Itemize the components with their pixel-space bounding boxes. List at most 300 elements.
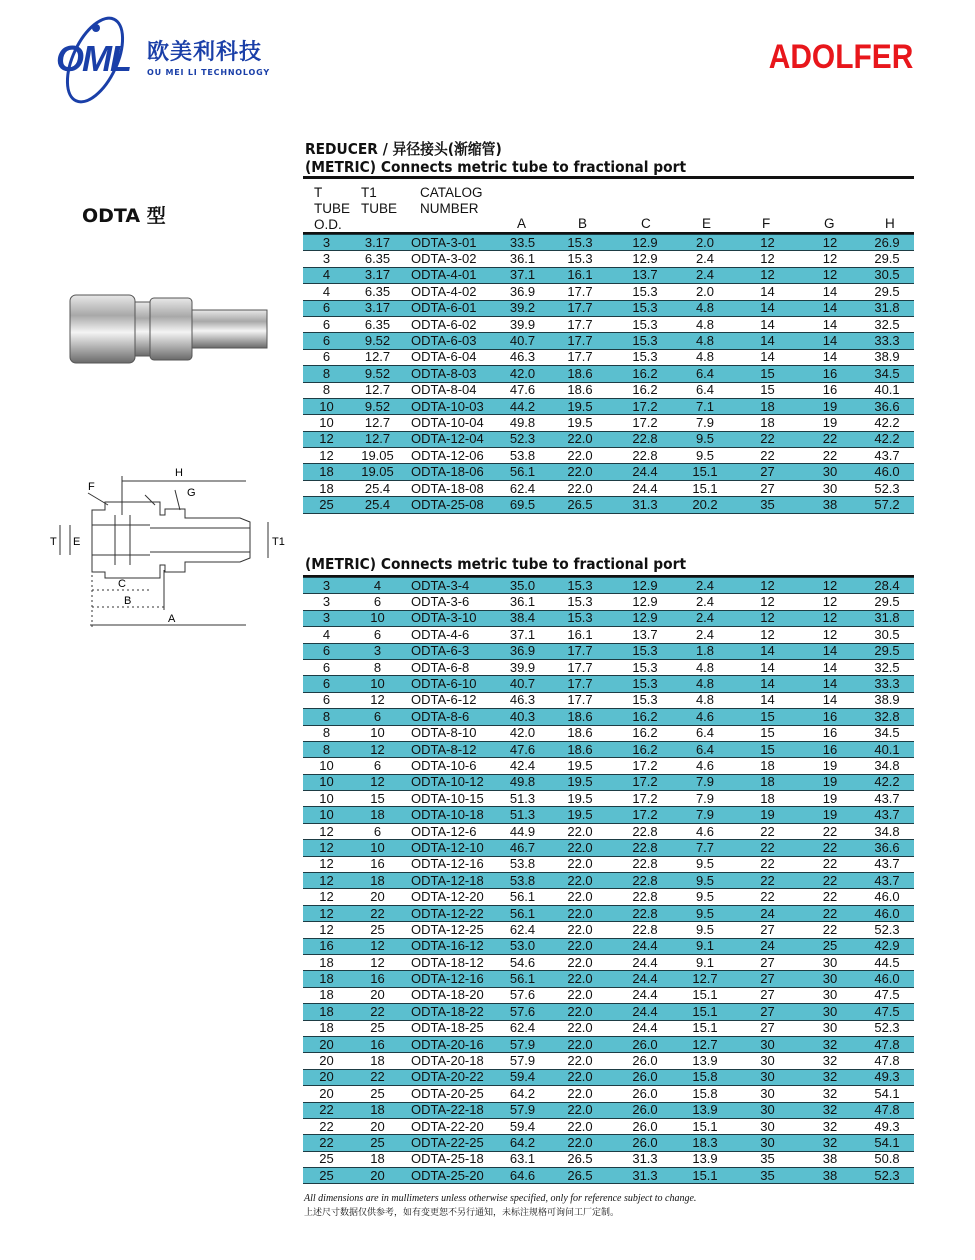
cell-g: 22	[822, 447, 838, 463]
cell-c: 24.4	[615, 1004, 675, 1020]
cell-e: 20.2	[675, 497, 735, 513]
cell-b: 19.5	[567, 414, 593, 430]
cell-t: 12	[319, 889, 334, 905]
table-row	[303, 938, 914, 954]
cell-b: 26.5	[545, 1168, 615, 1184]
cell-f: 14	[760, 349, 775, 365]
cell-t1: 3.17	[350, 300, 405, 316]
cell-f: 12	[735, 235, 800, 251]
cell-h: 36.6	[860, 840, 914, 856]
cell-t: 12	[319, 921, 334, 937]
cell-g: 14	[822, 692, 838, 708]
cell-g: 16	[822, 725, 838, 741]
cell-f: 27	[760, 987, 775, 1003]
cell-catalog-number: ODTA-8-04	[411, 382, 477, 398]
label-a: A	[168, 613, 176, 625]
cell-f: 18	[760, 790, 775, 806]
cell-c: 22.8	[615, 873, 675, 889]
cell-h: 43.7	[860, 807, 914, 823]
cell-a: 62.4	[509, 480, 536, 496]
cell-g: 30	[800, 464, 860, 480]
fitting-photo	[65, 290, 275, 370]
cell-a: 46.3	[509, 692, 536, 708]
table-row	[303, 856, 914, 872]
cell-a: 53.8	[500, 873, 545, 889]
cell-t1: 22	[350, 905, 405, 921]
cell-b: 22.0	[545, 938, 615, 954]
cell-h: 52.3	[874, 1020, 900, 1036]
cell-t1: 12.7	[364, 382, 391, 398]
cell-t: 25	[303, 1168, 350, 1184]
cell-f: 19	[735, 807, 800, 823]
cell-a: 39.9	[509, 659, 536, 675]
cell-c: 16.2	[632, 725, 658, 741]
table-row	[303, 791, 914, 807]
cell-e: 18.3	[675, 1135, 735, 1151]
table-row	[303, 1053, 914, 1069]
cell-g: 12	[800, 235, 860, 251]
cell-t: 18	[319, 987, 334, 1003]
cell-h: 47.8	[860, 1036, 914, 1052]
cell-e: 2.4	[695, 251, 715, 267]
cell-a: 56.1	[509, 889, 536, 905]
cell-f: 14	[735, 300, 800, 316]
cell-c: 13.7	[615, 267, 675, 283]
cell-f: 27	[735, 1004, 800, 1020]
cell-a: 44.9	[509, 823, 536, 839]
cell-f: 22	[735, 431, 800, 447]
cell-b: 22.0	[567, 1020, 593, 1036]
cell-g: 38	[822, 1151, 838, 1167]
header-catalog-line: CATALOG	[420, 185, 483, 200]
cell-t: 6	[303, 333, 350, 349]
cell-e: 12.7	[675, 1036, 735, 1052]
cell-t1: 6.35	[364, 316, 391, 332]
cell-e: 7.9	[675, 807, 735, 823]
cell-h: 33.3	[860, 333, 914, 349]
cell-a: 46.7	[500, 840, 545, 856]
cell-c: 17.2	[632, 414, 658, 430]
cell-e: 13.9	[675, 1102, 735, 1118]
cell-b: 17.7	[567, 659, 593, 675]
table-row	[303, 1036, 914, 1052]
cell-c: 17.2	[632, 757, 658, 773]
cell-e: 15.1	[675, 1004, 735, 1020]
cell-catalog-number: ODTA-18-08	[411, 480, 484, 496]
cell-f: 30	[735, 1102, 800, 1118]
cell-catalog-number: ODTA-4-01	[405, 267, 500, 283]
cell-a: 46.3	[509, 349, 536, 365]
cell-a: 35.0	[500, 578, 545, 594]
cell-f: 12	[735, 610, 800, 626]
cell-a: 36.1	[509, 251, 536, 267]
cell-f: 14	[735, 333, 800, 349]
table-row	[303, 1069, 914, 1085]
cell-c: 24.4	[615, 938, 675, 954]
cell-t: 12	[319, 856, 334, 872]
cell-g: 12	[800, 267, 860, 283]
cell-catalog-number: ODTA-16-12	[405, 938, 500, 954]
cell-h: 57.2	[860, 497, 914, 513]
table-row	[303, 922, 914, 938]
cell-h: 34.8	[874, 757, 900, 773]
cell-catalog-number: ODTA-10-04	[411, 414, 484, 430]
cell-h: 32.5	[874, 659, 900, 675]
cell-t: 6	[322, 316, 331, 332]
cell-b: 19.5	[545, 398, 615, 414]
cell-a: 62.4	[509, 1020, 536, 1036]
cell-h: 44.5	[874, 954, 900, 970]
cell-e: 4.6	[695, 823, 715, 839]
cell-t1: 18	[350, 1102, 405, 1118]
cell-t1: 16	[370, 856, 385, 872]
cell-e: 9.5	[695, 921, 715, 937]
cell-e: 4.8	[695, 316, 715, 332]
cell-f: 12	[760, 251, 775, 267]
cell-t1: 18	[370, 1053, 385, 1069]
table-row	[303, 398, 914, 414]
cell-catalog-number: ODTA-12-16	[405, 971, 500, 987]
cell-catalog-number: ODTA-10-6	[411, 757, 477, 773]
cell-h: 49.3	[860, 1069, 914, 1085]
table-row	[303, 987, 914, 1003]
label-c: C	[118, 578, 126, 590]
cell-t: 18	[303, 971, 350, 987]
cell-t: 12	[303, 873, 350, 889]
table-row	[303, 431, 914, 447]
cell-e: 7.9	[695, 790, 715, 806]
cell-f: 18	[735, 398, 800, 414]
cell-catalog-number: ODTA-25-20	[405, 1168, 500, 1184]
cell-a: 39.9	[509, 316, 536, 332]
table-row	[303, 741, 914, 757]
table-row	[303, 251, 914, 267]
cell-t: 4	[303, 267, 350, 283]
table-row	[303, 971, 914, 987]
cell-a: 69.5	[500, 497, 545, 513]
cell-h: 40.1	[860, 741, 914, 757]
cell-catalog-number: ODTA-18-12	[411, 954, 484, 970]
cell-b: 15.3	[567, 251, 593, 267]
cell-c: 17.2	[615, 807, 675, 823]
cell-g: 16	[800, 741, 860, 757]
metric-fractional-table-1	[303, 234, 914, 514]
cell-f: 12	[735, 578, 800, 594]
cell-a: 49.8	[509, 414, 536, 430]
cell-t1: 10	[370, 725, 385, 741]
cell-f: 15	[735, 709, 800, 725]
cell-catalog-number: ODTA-18-25	[411, 1020, 484, 1036]
cell-a: 49.8	[500, 774, 545, 790]
cell-f: 30	[735, 1135, 800, 1151]
cell-b: 22.0	[545, 1102, 615, 1118]
cell-h: 42.2	[874, 414, 900, 430]
cell-e: 9.5	[695, 856, 715, 872]
cell-c: 24.4	[632, 1020, 658, 1036]
cell-t1: 15	[370, 790, 385, 806]
cell-t: 18	[319, 954, 334, 970]
table-row	[303, 1004, 914, 1020]
cell-c: 31.3	[615, 497, 675, 513]
cell-t: 3	[322, 251, 331, 267]
cell-a: 51.3	[500, 807, 545, 823]
table-row	[303, 676, 914, 692]
cell-a: 56.1	[500, 971, 545, 987]
cell-t1: 18	[350, 873, 405, 889]
cell-a: 37.1	[509, 626, 536, 642]
cell-e: 12.7	[675, 971, 735, 987]
cell-t: 18	[319, 480, 334, 496]
cell-t: 3	[303, 578, 350, 594]
note-chinese: 上述尺寸数据仅供参考，如有变更恕不另行通知，未标注规格可询问工厂定制。	[304, 1208, 620, 1219]
metric-fractional-table-2	[303, 577, 914, 1184]
cell-h: 47.5	[860, 1004, 914, 1020]
cell-h: 52.3	[860, 1168, 914, 1184]
cell-a: 36.9	[509, 283, 536, 299]
cell-g: 22	[800, 840, 860, 856]
cell-b: 22.0	[545, 431, 615, 447]
logo-chinese-name: 欧美利科技	[147, 40, 263, 65]
cell-a: 36.1	[509, 594, 536, 610]
cell-c: 22.8	[615, 905, 675, 921]
cell-c: 26.0	[615, 1135, 675, 1151]
cell-t1: 10	[350, 676, 405, 692]
cell-c: 22.8	[615, 431, 675, 447]
cell-h: 34.5	[860, 366, 914, 382]
label-g: G	[187, 487, 196, 499]
cell-t1: 18	[370, 1151, 385, 1167]
cell-h: 36.6	[860, 398, 914, 414]
cell-c: 15.3	[615, 333, 675, 349]
cell-g: 14	[822, 283, 838, 299]
header-catalog	[420, 185, 483, 217]
table-row	[303, 366, 914, 382]
cell-h: 46.0	[860, 905, 914, 921]
cell-a: 42.0	[509, 725, 536, 741]
cell-g: 19	[822, 414, 838, 430]
cell-h: 33.3	[860, 676, 914, 692]
cell-f: 24	[735, 905, 800, 921]
cell-a: 64.2	[500, 1135, 545, 1151]
table-row	[303, 1168, 914, 1184]
cell-f: 12	[760, 594, 775, 610]
cell-a: 42.4	[509, 757, 536, 773]
cell-c: 24.4	[632, 987, 658, 1003]
cell-g: 14	[800, 676, 860, 692]
cell-t1: 10	[350, 840, 405, 856]
table-row	[303, 1135, 914, 1151]
cell-catalog-number: ODTA-8-10	[411, 725, 477, 741]
cell-h: 29.5	[874, 283, 900, 299]
label-t1: T1	[272, 536, 285, 548]
table-row	[303, 758, 914, 774]
cell-g: 14	[800, 643, 860, 659]
table-row	[303, 594, 914, 610]
cell-f: 22	[735, 873, 800, 889]
cell-catalog-number: ODTA-12-04	[405, 431, 500, 447]
cell-h: 30.5	[874, 626, 900, 642]
cell-e: 7.9	[695, 414, 715, 430]
cell-catalog-number: ODTA-6-10	[405, 676, 500, 692]
cell-h: 54.1	[860, 1135, 914, 1151]
cell-f: 30	[735, 1069, 800, 1085]
cell-catalog-number: ODTA-25-18	[411, 1151, 484, 1167]
table-row	[303, 497, 914, 513]
cell-t1: 3	[350, 643, 405, 659]
cell-t: 10	[319, 414, 334, 430]
cell-t1: 9.52	[350, 333, 405, 349]
cell-catalog-number: ODTA-20-25	[411, 1085, 484, 1101]
cell-t1: 12.7	[350, 431, 405, 447]
cell-e: 9.5	[675, 431, 735, 447]
cell-f: 14	[735, 676, 800, 692]
table-row	[303, 415, 914, 431]
cell-t1: 18	[350, 807, 405, 823]
cell-e: 1.8	[675, 643, 735, 659]
cell-f: 14	[760, 692, 775, 708]
cell-c: 22.8	[632, 856, 658, 872]
cell-t1: 25.4	[350, 497, 405, 513]
cell-catalog-number: ODTA-6-04	[411, 349, 477, 365]
label-b: B	[124, 595, 132, 607]
cell-catalog-number: ODTA-4-6	[411, 626, 470, 642]
cell-b: 26.5	[545, 497, 615, 513]
cell-e: 9.5	[675, 873, 735, 889]
cell-g: 32	[800, 1135, 860, 1151]
cell-c: 24.4	[615, 464, 675, 480]
title-rule	[303, 176, 914, 179]
cell-a: 56.1	[500, 905, 545, 921]
cell-b: 17.7	[545, 676, 615, 692]
table-row	[303, 889, 914, 905]
cell-catalog-number: ODTA-12-20	[411, 889, 484, 905]
cell-catalog-number: ODTA-25-08	[405, 497, 500, 513]
cell-t1: 9.52	[350, 366, 405, 382]
cell-b: 17.7	[545, 643, 615, 659]
cell-c: 22.8	[632, 921, 658, 937]
company-logo	[50, 5, 275, 105]
cell-t: 18	[303, 464, 350, 480]
table-row	[303, 1086, 914, 1102]
cell-t: 20	[319, 1053, 334, 1069]
cell-e: 2.4	[675, 610, 735, 626]
section1-title-line2: (METRIC) Connects metric tube to fractional port	[305, 158, 687, 176]
cell-c: 15.3	[632, 692, 658, 708]
cell-t: 8	[322, 725, 331, 741]
cell-f: 22	[760, 889, 775, 905]
cell-g: 22	[800, 873, 860, 889]
cell-b: 22.0	[567, 954, 593, 970]
table-row	[303, 382, 914, 398]
table-row	[303, 873, 914, 889]
cell-t1: 6.35	[364, 283, 391, 299]
cell-g: 30	[800, 971, 860, 987]
cell-f: 24	[735, 938, 800, 954]
cell-e: 6.4	[695, 725, 715, 741]
cell-f: 14	[760, 659, 775, 675]
table-row	[303, 725, 914, 741]
cell-t: 12	[303, 431, 350, 447]
cell-a: 47.6	[509, 382, 536, 398]
cell-t1: 6	[373, 626, 382, 642]
cell-e: 15.8	[675, 1069, 735, 1085]
cell-g: 16	[822, 382, 838, 398]
cell-t: 18	[319, 1020, 334, 1036]
cell-c: 17.2	[632, 790, 658, 806]
table-row	[303, 448, 914, 464]
cell-f: 27	[760, 1020, 775, 1036]
table-row	[303, 807, 914, 823]
cell-t1: 25	[370, 1085, 385, 1101]
cell-t1: 20	[370, 889, 385, 905]
table-row	[303, 1118, 914, 1134]
cell-e: 4.8	[695, 349, 715, 365]
cell-c: 24.4	[632, 954, 658, 970]
header-t-line: T	[314, 185, 323, 200]
cell-t: 8	[322, 382, 331, 398]
cell-catalog-number: ODTA-3-4	[405, 578, 500, 594]
cell-catalog-number: ODTA-12-6	[411, 823, 477, 839]
cell-g: 16	[800, 366, 860, 382]
cell-t1: 6.35	[364, 251, 391, 267]
cell-a: 40.7	[500, 676, 545, 692]
cell-a: 62.4	[509, 921, 536, 937]
cell-e: 13.9	[692, 1053, 718, 1069]
cell-c: 12.9	[632, 594, 658, 610]
cell-f: 14	[760, 316, 775, 332]
cell-t1: 12	[350, 741, 405, 757]
cell-g: 19	[800, 807, 860, 823]
cell-catalog-number: ODTA-6-02	[411, 316, 477, 332]
cell-h: 42.2	[860, 431, 914, 447]
cell-catalog-number: ODTA-20-22	[405, 1069, 500, 1085]
cell-b: 22.0	[545, 840, 615, 856]
cell-b: 22.0	[545, 1135, 615, 1151]
cell-t1: 25.4	[364, 480, 391, 496]
cell-h: 34.5	[874, 725, 900, 741]
cell-catalog-number: ODTA-6-03	[405, 333, 500, 349]
cell-a: 64.6	[500, 1168, 545, 1184]
cell-f: 35	[735, 1168, 800, 1184]
cell-a: 33.5	[500, 235, 545, 251]
cell-g: 14	[822, 659, 838, 675]
section1-title	[305, 140, 686, 176]
table-row	[303, 316, 914, 332]
cell-c: 26.0	[615, 1036, 675, 1052]
cell-t: 6	[322, 659, 331, 675]
cell-e: 15.1	[675, 1168, 735, 1184]
cell-g: 30	[822, 987, 838, 1003]
cell-h: 29.5	[860, 643, 914, 659]
cell-f: 15	[760, 382, 775, 398]
cell-f: 22	[735, 840, 800, 856]
cell-t: 10	[303, 774, 350, 790]
cell-catalog-number: ODTA-12-06	[411, 447, 484, 463]
cell-t: 12	[303, 905, 350, 921]
cell-e: 9.5	[695, 889, 715, 905]
cell-c: 12.9	[615, 235, 675, 251]
cell-e: 6.4	[695, 382, 715, 398]
header-g: G	[824, 216, 835, 231]
cell-t: 8	[303, 741, 350, 757]
header-t	[314, 185, 350, 233]
cell-g: 22	[822, 823, 838, 839]
cell-f: 27	[760, 954, 775, 970]
cell-t: 6	[303, 643, 350, 659]
logo-english-name: OU MEI LI TECHNOLOGY	[147, 68, 270, 77]
cell-g: 14	[800, 300, 860, 316]
cell-a: 63.1	[509, 1151, 536, 1167]
